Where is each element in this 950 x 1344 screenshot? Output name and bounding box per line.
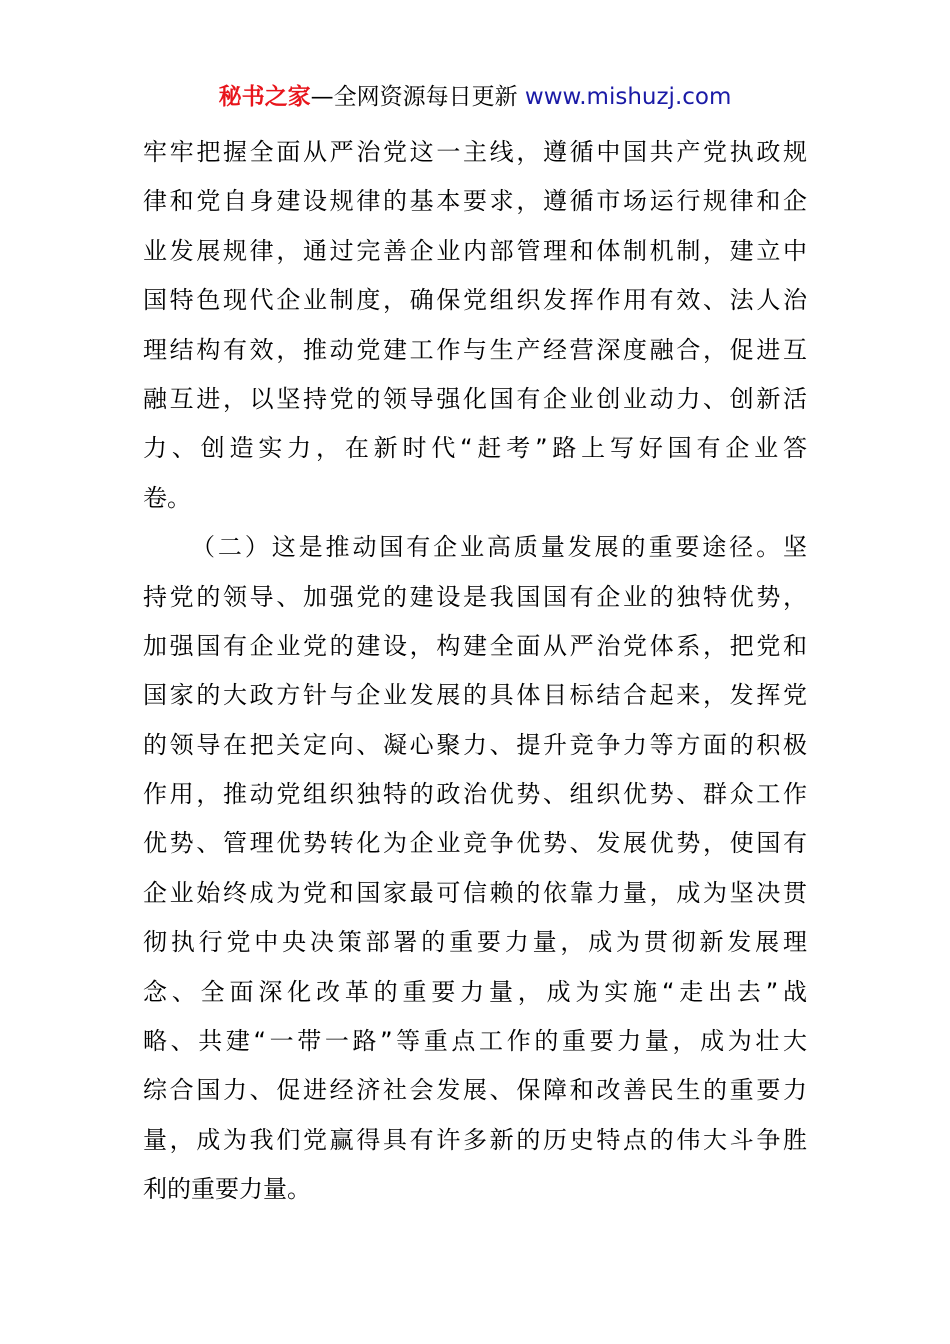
body-line: 持党的领导、加强党的建设是我国国有企业的独特优势， <box>143 582 807 611</box>
body-line: 力、创造实力，在新时代“赶考”路上写好国有企业答 <box>143 434 807 463</box>
body-line: 彻执行党中央决策部署的重要力量，成为贯彻新发展理 <box>143 928 807 957</box>
document-body <box>143 128 807 1215</box>
body-line: 的领导在把关定向、凝心聚力、提升竞争力等方面的积极 <box>143 730 807 759</box>
site-url-link[interactable]: www.mishuzj.com <box>524 84 732 110</box>
body-line: 企业始终成为党和国家最可信赖的依靠力量，成为坚决贯 <box>143 878 807 907</box>
body-line: 国家的大政方针与企业发展的具体目标结合起来，发挥党 <box>143 681 807 710</box>
body-line: 业发展规律，通过完善企业内部管理和体制机制，建立中 <box>143 236 807 265</box>
site-tagline: —全网资源每日更新 <box>310 84 518 110</box>
body-line: 理结构有效，推动党建工作与生产经营深度融合，促进互 <box>143 335 807 364</box>
site-header <box>0 80 950 114</box>
body-line: 念、全面深化改革的重要力量，成为实施“走出去”战 <box>143 977 807 1006</box>
body-line: 融互进，以坚持党的领导强化国有企业创业动力、创新活 <box>143 384 807 413</box>
body-line: 律和党自身建设规律的基本要求，遵循市场运行规律和企 <box>143 187 807 216</box>
body-line: 国特色现代企业制度，确保党组织发挥作用有效、法人治 <box>143 286 807 315</box>
paragraph-heading-line: （二）这是推动国有企业高质量发展的重要途径。坚 <box>191 533 807 562</box>
body-line: 优势、管理优势转化为企业竞争优势、发展优势，使国有 <box>143 829 807 858</box>
body-line: 牢牢把握全面从严治党这一主线，遵循中国共产党执政规 <box>143 138 807 166</box>
body-line: 卷。 <box>143 483 191 512</box>
body-line: 作用，推动党组织独特的政治优势、组织优势、群众工作 <box>143 780 807 809</box>
body-line: 加强国有企业党的建设，构建全面从严治党体系，把党和 <box>143 631 807 660</box>
body-line: 综合国力、促进经济社会发展、保障和改善民生的重要力 <box>143 1076 807 1105</box>
body-line: 量，成为我们党赢得具有许多新的历史特点的伟大斗争胜 <box>143 1125 807 1154</box>
body-line: 利的重要力量。 <box>143 1175 311 1204</box>
body-line: 略、共建“一带一路”等重点工作的重要力量，成为壮大 <box>143 1027 807 1056</box>
site-brand: 秘书之家 <box>218 84 311 110</box>
